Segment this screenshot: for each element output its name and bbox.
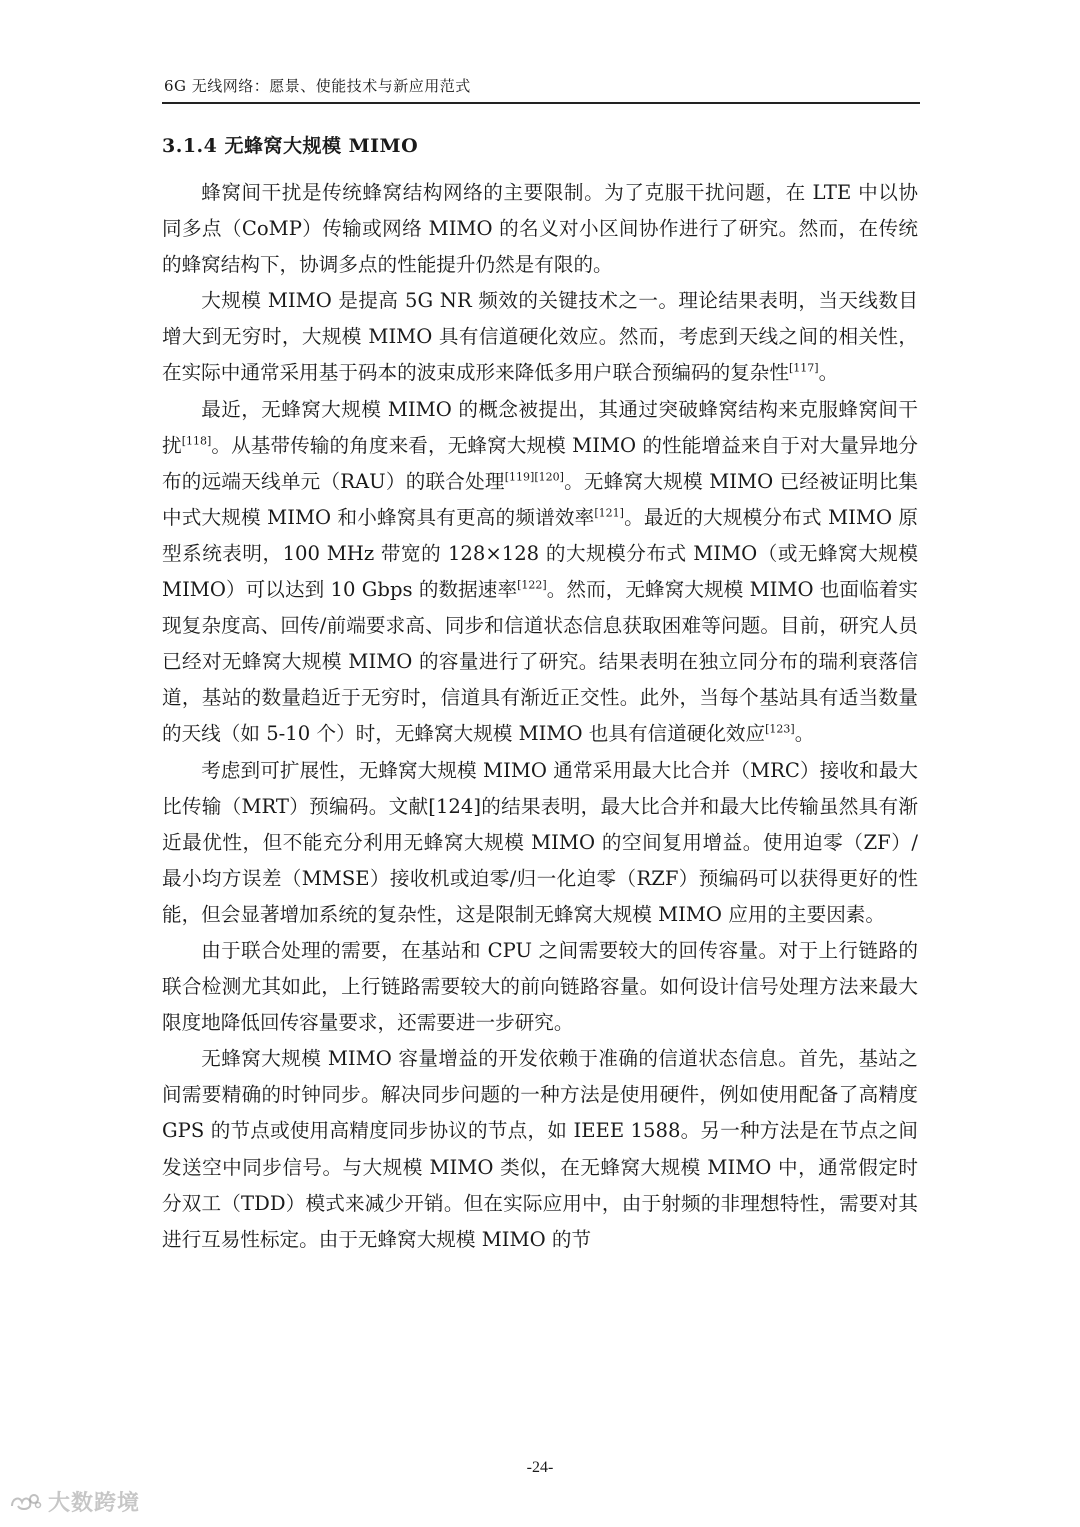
paragraph-3: 最近，无蜂窝大规模 MIMO 的概念被提出，其通过突破蜂窝结构来克服蜂窝间干扰[118]。从基带传输的角度来看，无蜂窝大规模 MIMO 的性能增益来自于对大量异地分布的远端天线单元（RAU）的联合处理[119][120]。无蜂窝大规模 MIMO 已经被证明比集中式大规模 MIMO 和小蜂窝具有更高的频谱效率[121]。最近的大规模分布式 MIMO 原型系统表明，100 MHz 带宽的 128×128 的大规模分布式 MIMO（或无蜂窝大规模 MIMO）可以达到 10 Gbps 的数据速率[122]。然而，无蜂窝大规模 MIMO 也面临着实现复杂度高、回传/前端要求高、同步和信道状态信息获取困难等问题。目前，研究人员已经对无蜂窝大规模 MIMO 的容量进行了研究。结果表明在独立同分布的瑞利衰落信道，基站的数量趋近于无穷时，信道具有渐近正交性。此外，当每个基站具有适当数量的天线（如 5-10 个）时，无蜂窝大规模 MIMO 也具有信道硬化效应[123]。: [162, 397, 919, 746]
page-number: -24-: [526, 1459, 554, 1476]
citation-ref: [121]: [594, 506, 624, 520]
paragraph-1: 蜂窝间干扰是传统蜂窝结构网络的主要限制。为了克服干扰问题，在 LTE 中以协同多点（CoMP）传输或网络 MIMO 的名义对小区间协作进行了研究。然而，在传统的蜂窝结构下，协调多点的性能提升仍然是有限的。: [162, 181, 918, 277]
paragraph-4: 考虑到可扩展性，无蜂窝大规模 MIMO 通常采用最大比合并（MRC）接收和最大比传输（MRT）预编码。文献[124]的结果表明，最大比合并和最大比传输虽然具有渐近最优性，但不能充分利用无蜂窝大规模 MIMO 的空间复用增益。使用迫零（ZF）/最小均方误差（MMSE）接收机或迫零/归一化迫零（RZF）预编码可以获得更好的性能，但会显著增加系统的复杂性，这是限制无蜂窝大规模 MIMO 应用的主要因素。: [162, 758, 918, 926]
citation-ref: [123]: [765, 722, 795, 736]
citation-ref: [122]: [517, 578, 547, 592]
citation-ref: [117]: [789, 361, 819, 375]
paragraph-5: 由于联合处理的需要，在基站和 CPU 之间需要较大的回传容量。对于上行链路的联合检测尤其如此，上行链路需要较大的前向链路容量。如何设计信号处理方法来最大限度地降低回传容量要求，还需要进一步研究。: [162, 938, 918, 1035]
running-header: [162, 72, 920, 104]
watermark: [8, 1486, 140, 1517]
watermark-text: 大数跨境: [48, 1491, 141, 1516]
body-text: [162, 175, 918, 1258]
paragraph-2: 大规模 MIMO 是提高 5G NR 频效的关键技术之一。理论结果表明，当天线数目增大到无穷时，大规模 MIMO 具有信道硬化效应。然而，考虑到天线之间的相关性，在实际中通常采用基于码本的波束成形来降低多用户联合预编码的复杂性[117]。: [162, 289, 918, 385]
header-title: 6G 无线网络：愿景、使能技术与新应用范式: [164, 77, 471, 95]
citation-ref: [119][120]: [504, 470, 564, 484]
paragraph-6: 无蜂窝大规模 MIMO 容量增益的开发依赖于准确的信道状态信息。首先，基站之间需要精确的时钟同步。解决同步问题的一种方法是使用硬件，例如使用配备了高精度 GPS 的节点或使用高精度同步协议的节点，如 IEEE 1588。另一种方法是在节点之间发送空中同步信号。与大规模 MIMO 类似，在无蜂窝大规模 MIMO 中，通常假定时分双工（TDD）模式来减少开销。但在实际应用中，由于射频的非理想特性，需要对其进行互易性标定。由于无蜂窝大规模 MIMO 的节: [162, 1047, 918, 1251]
section-title: 3.1.4 无蜂窝大规模 MIMO: [162, 135, 419, 157]
citation-ref: [118]: [181, 434, 212, 448]
watermark-logo-icon: [8, 1490, 42, 1514]
